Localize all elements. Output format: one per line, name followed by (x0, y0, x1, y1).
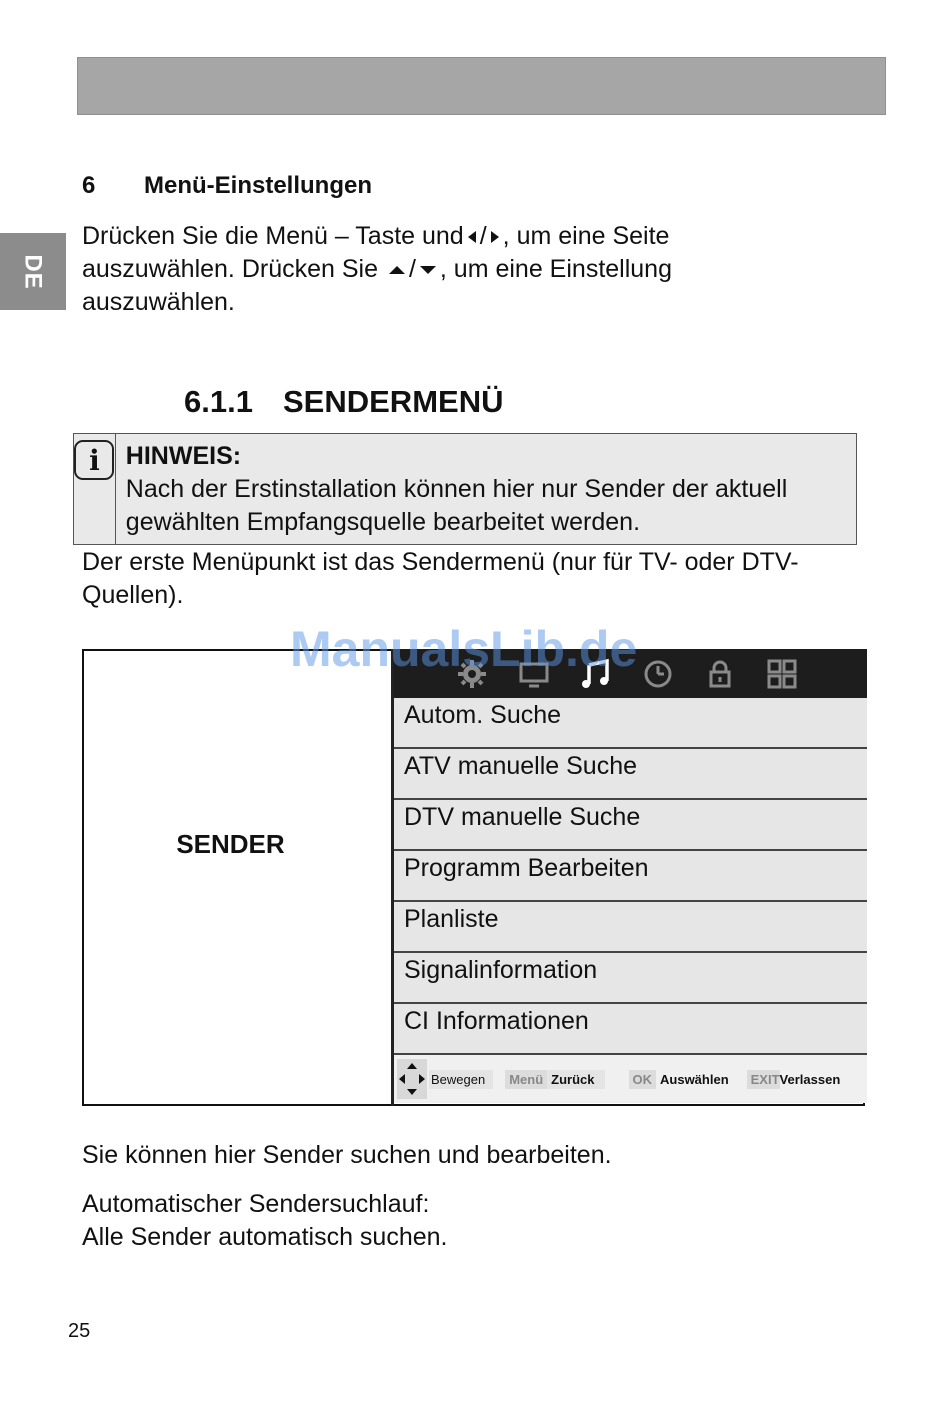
page-number: 25 (68, 1320, 91, 1342)
subsection-title-text: SENDERMENÜ (283, 384, 504, 419)
language-tab (0, 233, 66, 310)
navigation-arrows-icon (397, 1059, 427, 1099)
subsection-number: 6.1.1 (184, 384, 253, 419)
section-title-text: Menü-Einstellungen (144, 172, 372, 199)
note-icon-cell (74, 434, 116, 544)
watermark: ManualsLib.de (290, 621, 638, 677)
arrow-up-icon (389, 266, 405, 274)
search-edit-paragraph: Sie können hier Sender suchen und bearbeiten. (82, 1141, 612, 1169)
footer-exit-label: Verlassen (779, 1071, 841, 1087)
menu-item-auto-search[interactable]: Autom. Suche (394, 698, 867, 749)
language-tab-label: DE (20, 253, 47, 290)
auto-search-body: Alle Sender automatisch suchen. (82, 1223, 448, 1251)
tv-menu-screenshot (82, 649, 865, 1106)
auto-search-title: Automatischer Sendersuchlauf: (82, 1190, 430, 1218)
channel-menu-paragraph: Der erste Menüpunkt ist das Sendermenü (nur für TV- oder DTV-Quellen). (82, 548, 799, 609)
menu-item-program-edit[interactable]: Programm Bearbeiten (394, 851, 867, 902)
auto-search-paragraph (82, 1188, 448, 1254)
menu-item-list (394, 698, 867, 1055)
footer-back-label: Zurück (547, 1070, 604, 1089)
menu-item-signal-information[interactable]: Signalinformation (394, 953, 867, 1004)
footer-exit-key: EXIT (747, 1070, 780, 1089)
menu-footer-bar (394, 1055, 867, 1103)
note-text (116, 434, 856, 544)
header-bar (77, 57, 886, 115)
menu-panel (391, 649, 867, 1106)
arrow-down-icon (420, 266, 436, 274)
subsection-title (184, 384, 503, 420)
arrow-left-icon (468, 231, 476, 243)
menu-item-ci-information[interactable]: CI Informationen (394, 1004, 867, 1055)
intro-text-1: Drücken Sie die Menü – Taste und (82, 222, 464, 250)
intro-text-2: , um eine Seite auszuwählen. Drücken Sie (82, 222, 670, 283)
menu-item-schedule-list[interactable]: Planliste (394, 902, 867, 953)
info-icon: i (74, 440, 114, 480)
clock-icon[interactable] (638, 654, 678, 694)
apps-icon[interactable] (762, 654, 802, 694)
note-box (73, 433, 857, 545)
lock-icon[interactable] (700, 654, 740, 694)
section-title (82, 172, 372, 200)
intro-separator-2: / (408, 255, 416, 283)
note-title: HINWEIS: (125, 442, 242, 470)
footer-ok-key: OK (629, 1070, 657, 1089)
intro-text-3: , um eine Einstellung auszuwählen. (82, 255, 672, 316)
note-body: Nach der Erstinstallation können hier nur Sender der aktuell gewählten Empfangsquelle bearbeitet werden. (125, 475, 788, 536)
footer-menu-key: Menü (505, 1070, 547, 1089)
menu-category-label: SENDER (176, 829, 285, 859)
intro-separator-1: / (479, 222, 487, 250)
section-number: 6 (82, 172, 96, 199)
menu-item-atv-manual-search[interactable]: ATV manuelle Suche (394, 749, 867, 800)
menu-item-dtv-manual-search[interactable]: DTV manuelle Suche (394, 800, 867, 851)
footer-select-label: Auswählen (660, 1071, 729, 1087)
arrow-right-icon (491, 231, 499, 243)
intro-paragraph (82, 220, 822, 319)
footer-move-label: Bewegen (429, 1070, 493, 1089)
